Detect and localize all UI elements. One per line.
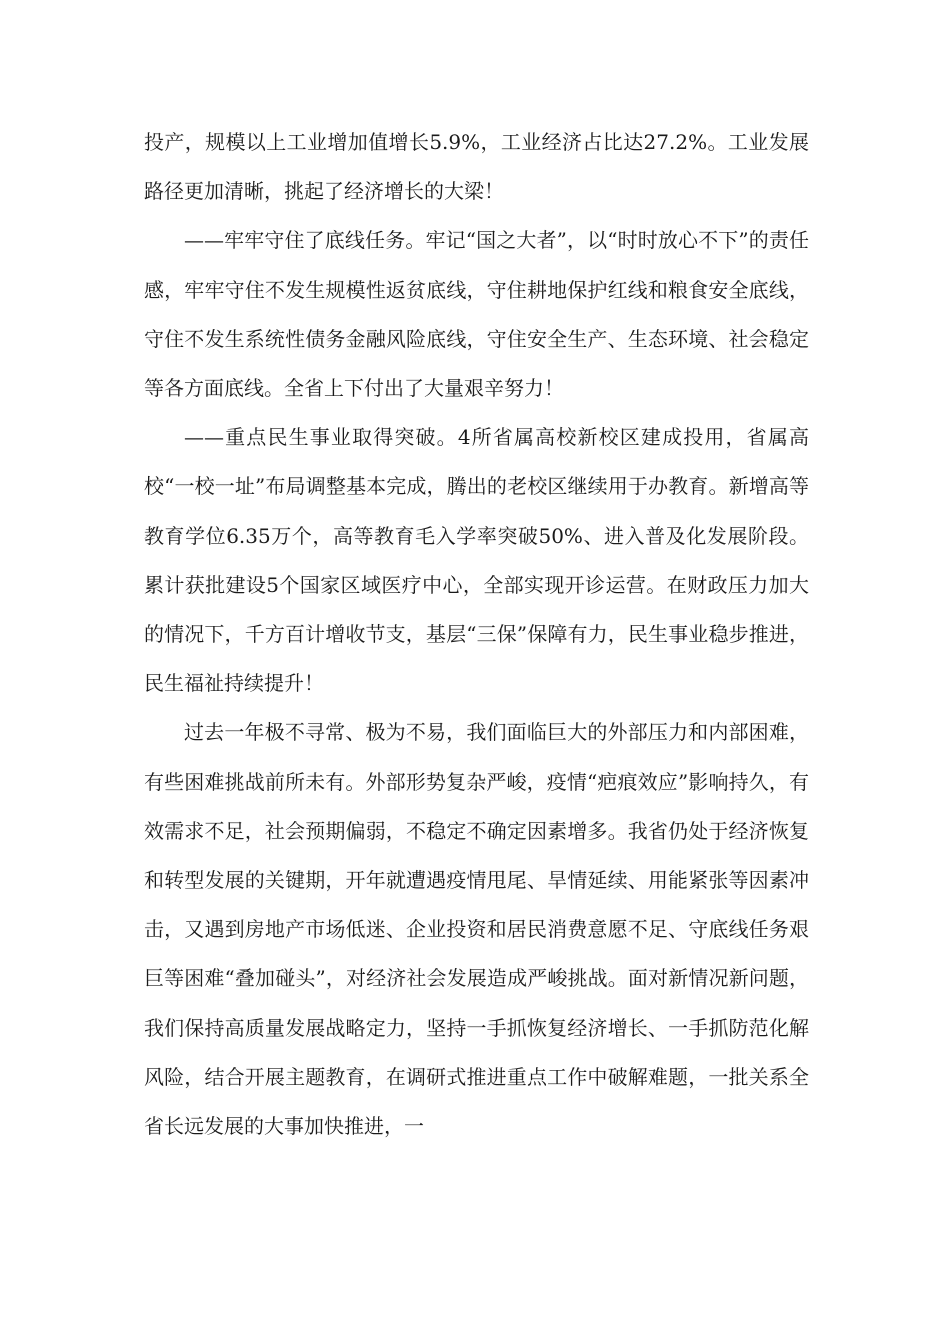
paragraph-industry-growth: 投产，规模以上工业增加值增长5.9%，工业经济占比达27.2%。工业发展路径更加清晰，挑起了经济增长的大梁！ (144, 130, 809, 204)
paragraph-livelihood-breakthrough: ——重点民生事业取得突破。4所省属高校新校区建成投用，省属高校“一校一址”布局调整基本完成，腾出的老校区继续用于办教育。新增高等教育学位6.35万个，高等教育毛入学率突破50%、进入普及化发展阶段。累计获批建设5个国家区域医疗中心，全部实现开诊运营。在财政压力加大的情况下，千方百计增收节支，基层“三保”保障有力，民生事业稳步推进，民生福祉持续提升！ (144, 425, 809, 696)
paragraph-past-year-review: 过去一年极不寻常、极为不易，我们面临巨大的外部压力和内部困难，有些困难挑战前所未有。外部形势复杂严峻，疫情“疤痕效应”影响持久，有效需求不足，社会预期偏弱，不稳定不确定因素增多。我省仍处于经济恢复和转型发展的关键期，开年就遭遇疫情甩尾、旱情延续、用能紧张等因素冲击，又遇到房地产市场低迷、企业投资和居民消费意愿不足、守底线任务艰巨等困难“叠加碰头”，对经济社会发展造成严峻挑战。面对新情况新问题，我们保持高质量发展战略定力，坚持一手抓恢复经济增长、一手抓防范化解风险，结合开展主题教育，在调研式推进重点工作中破解难题，一批关系全省长远发展的大事加快推进，一 (144, 720, 809, 1139)
body-text (144, 118, 809, 1151)
paragraph-bottom-line-tasks: ——牢牢守住了底线任务。牢记“国之大者”，以“时时放心不下”的责任感，牢牢守住不发生规模性返贫底线，守住耕地保护红线和粮食安全底线，守住不发生系统性债务金融风险底线，守住安全生产、生态环境、社会稳定等各方面底线。全省上下付出了大量艰辛努力！ (144, 228, 809, 401)
